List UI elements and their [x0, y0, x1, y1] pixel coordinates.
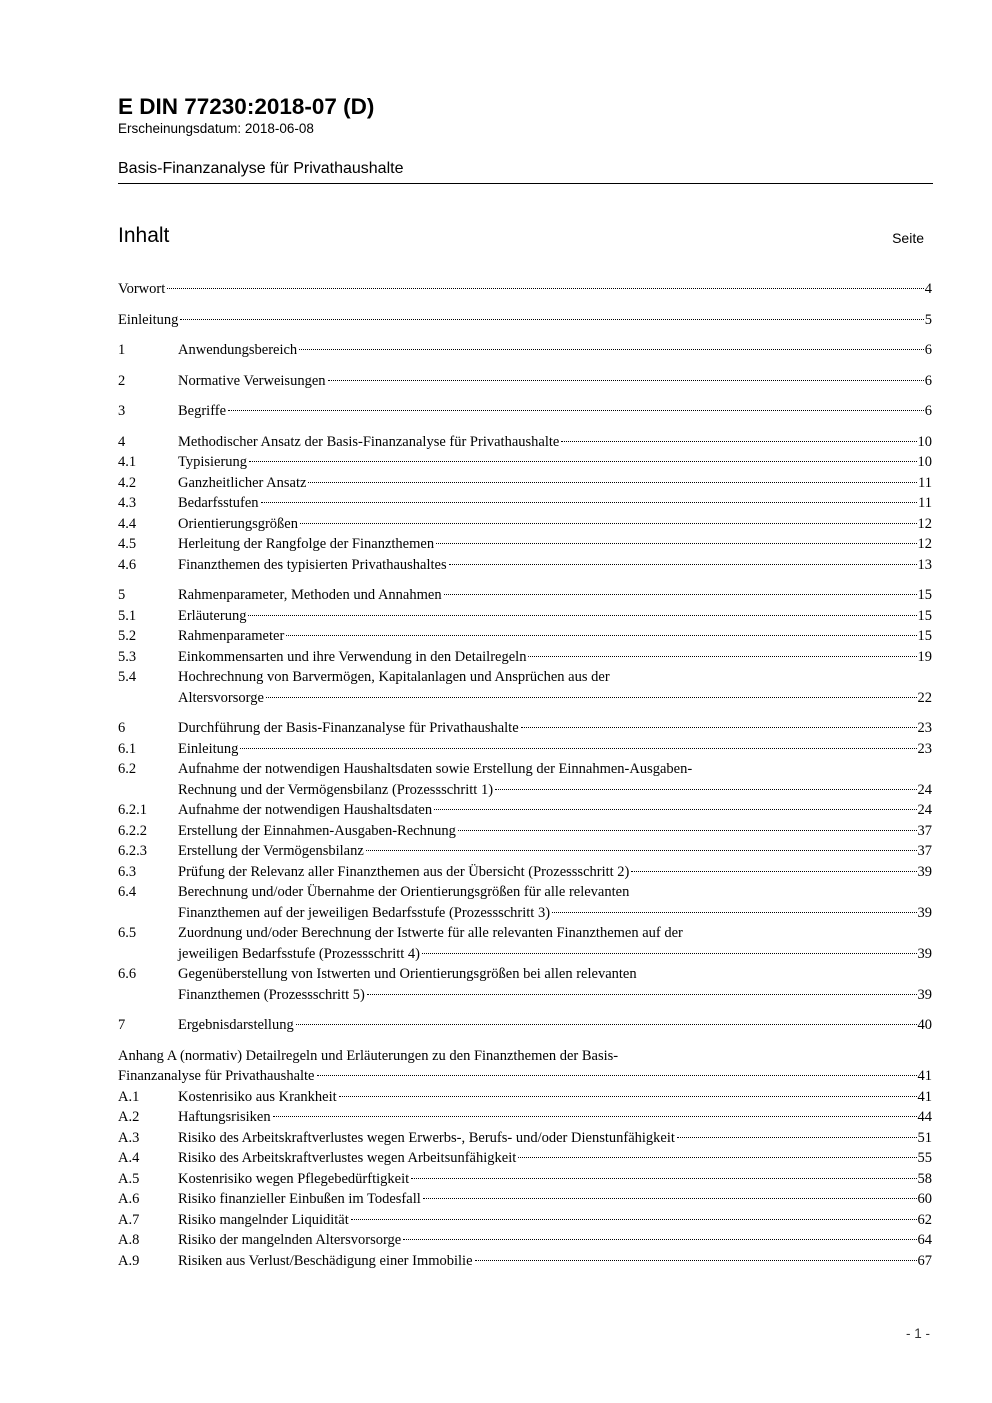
publication-date: Erscheinungsdatum: 2018-06-08 — [118, 121, 314, 136]
toc-entry[interactable] — [118, 739, 932, 760]
toc-entry-title: Erstellung der Vermögensbilanz — [178, 843, 364, 859]
toc-entry-title: Typisierung — [178, 454, 248, 470]
dot-leader — [180, 319, 923, 320]
toc-entry-page: 13 — [917, 556, 932, 573]
toc-entry-page: 23 — [917, 720, 932, 736]
toc-entry[interactable] — [118, 1015, 932, 1036]
toc-entry-title: Methodischer Ansatz der Basis-Finanzanalyse für Privathaushalte — [178, 433, 560, 450]
toc-entry-page: 22 — [917, 689, 932, 706]
toc-entry-page: 6 — [924, 372, 932, 389]
toc-entry-page: 58 — [917, 1170, 932, 1187]
dot-leader — [273, 1116, 917, 1117]
toc-entry-title: Rahmenparameter — [178, 628, 285, 644]
toc-entry-title: Kostenrisiko aus Krankheit — [178, 1088, 337, 1105]
dot-leader — [248, 615, 916, 616]
dot-leader — [300, 523, 917, 524]
dot-leader — [475, 1260, 917, 1261]
toc-entry-page: 37 — [917, 843, 932, 859]
toc-entry[interactable] — [118, 1107, 932, 1128]
toc-entry-number: A.7 — [118, 1211, 140, 1228]
dot-leader — [308, 482, 917, 483]
toc-entry-number: 4.1 — [118, 454, 137, 470]
toc-entry-page: 37 — [917, 822, 932, 839]
toc-entry-number: A.3 — [118, 1129, 140, 1146]
toc-entry-title: Risiko der mangelnden Altersvorsorge — [178, 1232, 402, 1248]
toc-entry-title: Kostenrisiko wegen Pflegebedürftigkeit — [178, 1170, 410, 1187]
toc-gap — [118, 708, 932, 718]
toc-entry-title: Orientierungsgrößen — [178, 515, 298, 532]
toc-entry-title: Rechnung und der Vermögensbilanz (Prozessschritt 1) — [178, 781, 494, 798]
dot-leader — [228, 410, 924, 411]
dot-leader — [261, 502, 918, 503]
dot-leader — [317, 1075, 917, 1076]
toc-entry[interactable] — [118, 923, 932, 964]
toc-gap — [118, 361, 932, 371]
toc-entry[interactable] — [118, 759, 932, 800]
toc-entry-number: 4.5 — [118, 536, 137, 552]
toc-entry-number: 4 — [118, 433, 126, 450]
toc-entry-title-line: Aufnahme der notwendigen Haushaltsdaten sowie Erstellung der Einnahmen-Ausgaben- — [178, 761, 693, 777]
toc-entry-number: 6.1 — [118, 740, 137, 757]
toc-entry-page: 39 — [917, 945, 932, 962]
dot-leader — [436, 543, 916, 544]
toc-entry-number: 6.2.1 — [118, 802, 147, 818]
toc-entry-number: 5.2 — [118, 628, 137, 644]
toc-entry[interactable] — [118, 401, 932, 422]
toc-entry-number: 6.6 — [118, 966, 137, 982]
toc-entry[interactable] — [118, 1087, 932, 1108]
dot-leader — [518, 1157, 916, 1158]
toc-entry-title-line: Berechnung und/oder Übernahme der Orientierungsgrößen für alle relevanten — [178, 884, 630, 900]
toc-entry-page: 24 — [917, 802, 932, 818]
toc-entry-page: 39 — [917, 863, 932, 880]
toc-entry[interactable] — [118, 841, 932, 862]
toc-entry[interactable] — [118, 340, 932, 361]
toc-entry[interactable] — [118, 432, 932, 453]
toc-entry-page: 15 — [917, 587, 932, 603]
toc-entry-page: 51 — [917, 1129, 932, 1146]
toc-entry-page: 44 — [917, 1109, 932, 1125]
toc-entry-page: 12 — [917, 515, 932, 532]
dot-leader — [631, 871, 916, 872]
toc-gap — [118, 575, 932, 585]
toc-entry-title: Ganzheitlicher Ansatz — [178, 474, 307, 491]
toc-entry[interactable] — [118, 555, 932, 576]
toc-entry-page: 11 — [918, 495, 932, 511]
toc-gap — [118, 391, 932, 401]
toc-entry-number: 6.5 — [118, 925, 137, 941]
toc-entry-number: A.4 — [118, 1150, 140, 1166]
toc-entry-number: 6 — [118, 720, 126, 736]
toc-entry-number: 6.2.3 — [118, 843, 147, 859]
toc-entry-page: 10 — [917, 454, 932, 470]
dot-leader — [528, 656, 916, 657]
toc-entry-number: 6.3 — [118, 863, 137, 880]
toc-entry-title-line: Anhang A (normativ) Detailregeln und Erläuterungen zu den Finanzthemen der Basis- — [118, 1047, 619, 1064]
dot-leader — [411, 1178, 916, 1179]
toc-entry[interactable] — [118, 1210, 932, 1231]
toc-entry-page: 19 — [917, 648, 932, 665]
toc-entry-title: Einkommensarten und ihre Verwendung in den Detailregeln — [178, 648, 527, 665]
toc-entry[interactable] — [118, 1128, 932, 1149]
toc-entry-page: 15 — [917, 628, 932, 644]
toc-entry-title: Finanzthemen auf der jeweiligen Bedarfsstufe (Prozessschritt 3) — [178, 904, 551, 921]
toc-entry-page: 64 — [917, 1232, 932, 1248]
dot-leader — [423, 1198, 917, 1199]
toc-entry[interactable] — [118, 452, 932, 473]
toc-entry-number: 4.3 — [118, 495, 137, 511]
dot-leader — [366, 850, 917, 851]
toc-entry-title: Begriffe — [178, 403, 227, 419]
toc-entry-page: 4 — [924, 281, 932, 297]
toc-entry-number: 2 — [118, 372, 126, 389]
toc-entry-title: Herleitung der Rangfolge der Finanzthemen — [178, 536, 435, 552]
toc-entry[interactable] — [118, 371, 932, 392]
toc-entry[interactable] — [118, 514, 932, 535]
toc-entry[interactable] — [118, 473, 932, 494]
toc-entry-title: Rahmenparameter, Methoden und Annahmen — [178, 587, 442, 603]
toc-entry-title: Bedarfsstufen — [178, 495, 259, 511]
dot-leader — [351, 1219, 917, 1220]
toc-entry-title-line: Gegenüberstellung von Istwerten und Orientierungsgrößen bei allen relevanten — [178, 966, 637, 982]
toc-entry[interactable] — [118, 800, 932, 821]
toc-entry-title: Risiko des Arbeitskraftverlustes wegen Arbeitsunfähigkeit — [178, 1150, 517, 1166]
toc-entry-page: 24 — [917, 781, 932, 798]
toc-entry[interactable] — [118, 667, 932, 708]
dot-leader — [677, 1137, 917, 1138]
toc-entry-number: 5.4 — [118, 669, 137, 685]
toc-entry-number: 4.2 — [118, 474, 137, 491]
toc-gap — [118, 330, 932, 340]
toc-entry-title: Anwendungsbereich — [178, 342, 298, 358]
toc-entry-number: 3 — [118, 403, 126, 419]
dot-leader — [240, 748, 916, 749]
document-title: Basis-Finanzanalyse für Privathaushalte — [118, 160, 404, 177]
toc-entry-title: Finanzanalyse für Privathaushalte — [118, 1068, 315, 1084]
toc-gap — [118, 300, 932, 310]
dot-leader — [495, 789, 916, 790]
toc-heading: Inhalt — [118, 224, 170, 247]
toc-entry-page: 67 — [917, 1252, 932, 1269]
table-of-contents — [118, 279, 932, 1271]
toc-entry-page: 41 — [917, 1088, 932, 1105]
dot-leader — [403, 1239, 916, 1240]
toc-entry-title: Durchführung der Basis-Finanzanalyse für Privathaushalte — [178, 720, 519, 736]
dot-leader — [422, 953, 917, 954]
toc-entry[interactable] — [118, 585, 932, 606]
dot-leader — [434, 809, 916, 810]
toc-entry-title: Risiko mangelnder Liquidität — [178, 1211, 349, 1228]
toc-entry-title: Prüfung der Relevanz aller Finanzthemen aus der Übersicht (Prozessschritt 2) — [178, 863, 630, 880]
toc-entry-page: 40 — [917, 1017, 932, 1033]
toc-entry[interactable] — [118, 310, 932, 331]
toc-entry-title-line: Zuordnung und/oder Berechnung der Istwerte für alle relevanten Finanzthemen auf der — [178, 925, 683, 941]
dot-leader — [449, 564, 917, 565]
toc-entry[interactable] — [118, 821, 932, 842]
dot-leader — [552, 912, 916, 913]
toc-entry-title: Risiko finanzieller Einbußen im Todesfall — [178, 1191, 421, 1207]
toc-entry-page: 55 — [917, 1150, 932, 1166]
toc-entry-title: jeweiligen Bedarfsstufe (Prozessschritt 4) — [178, 945, 420, 962]
page-column-label: Seite — [892, 230, 924, 246]
toc-entry-number: 5 — [118, 587, 126, 603]
toc-entry-page: 15 — [917, 607, 932, 624]
toc-entry-number: 4.4 — [118, 515, 137, 532]
dot-leader — [296, 1024, 917, 1025]
toc-entry[interactable] — [118, 964, 932, 1005]
toc-entry[interactable] — [118, 647, 932, 668]
dot-leader — [266, 697, 917, 698]
toc-entry-page: 39 — [917, 986, 932, 1003]
dot-leader — [444, 594, 917, 595]
toc-entry[interactable] — [118, 1251, 932, 1272]
dot-leader — [249, 461, 916, 462]
toc-entry[interactable] — [118, 493, 932, 514]
toc-entry-title: Einleitung — [118, 311, 179, 328]
toc-entry-page: 6 — [924, 342, 932, 358]
toc-entry-page: 11 — [918, 474, 932, 491]
toc-entry[interactable] — [118, 279, 932, 300]
toc-entry-page: 60 — [917, 1191, 932, 1207]
toc-entry-number: 7 — [118, 1017, 126, 1033]
toc-entry-number: A.8 — [118, 1232, 140, 1248]
toc-entry-title: Risiken aus Verlust/Beschädigung einer Immobilie — [178, 1252, 473, 1269]
toc-entry-title: Risiko des Arbeitskraftverlustes wegen Erwerbs-, Berufs- und/oder Dienstunfähigkeit — [178, 1129, 675, 1146]
toc-entry-number: 5.3 — [118, 648, 137, 665]
toc-entry-title: Normative Verweisungen — [178, 372, 326, 389]
dot-leader — [299, 349, 924, 350]
toc-entry-number: 1 — [118, 342, 126, 358]
toc-entry[interactable] — [118, 534, 932, 555]
page-number: - 1 - — [905, 1326, 930, 1341]
toc-entry-title: Erstellung der Einnahmen-Ausgaben-Rechnung — [178, 822, 456, 839]
toc-entry[interactable] — [118, 882, 932, 923]
toc-entry[interactable] — [118, 626, 932, 647]
dot-leader — [339, 1096, 917, 1097]
dot-leader — [367, 994, 917, 995]
toc-entry-page: 6 — [924, 403, 932, 419]
toc-entry-page: 62 — [917, 1211, 932, 1228]
toc-entry-title: Ergebnisdarstellung — [178, 1017, 294, 1033]
toc-gap — [118, 1005, 932, 1015]
toc-entry-title: Haftungsrisiken — [178, 1109, 271, 1125]
toc-entry[interactable] — [118, 606, 932, 627]
toc-entry-title-line: Hochrechnung von Barvermögen, Kapitalanlagen und Ansprüchen aus der — [178, 669, 610, 685]
dot-leader — [167, 288, 923, 289]
toc-entry[interactable] — [118, 1169, 932, 1190]
dot-leader — [458, 830, 917, 831]
toc-entry-number: A.6 — [118, 1191, 140, 1207]
dot-leader — [521, 727, 917, 728]
title-rule — [118, 183, 933, 184]
toc-entry-title: Erläuterung — [178, 607, 247, 624]
toc-entry-title: Finanzthemen des typisierten Privathaushaltes — [178, 556, 447, 573]
toc-entry-page: 10 — [917, 433, 932, 450]
toc-entry-number: 6.2.2 — [118, 822, 147, 839]
toc-entry[interactable] — [118, 1046, 932, 1087]
toc-entry-page: 39 — [917, 904, 932, 921]
toc-entry-number: A.1 — [118, 1088, 140, 1105]
toc-entry[interactable] — [118, 1189, 932, 1210]
dot-leader — [561, 441, 916, 442]
toc-gap — [118, 1036, 932, 1046]
toc-entry-number: 5.1 — [118, 607, 137, 624]
toc-entry-title: Finanzthemen (Prozessschritt 5) — [178, 986, 365, 1003]
toc-entry-number: A.5 — [118, 1170, 140, 1187]
toc-entry[interactable] — [118, 718, 932, 739]
toc-entry[interactable] — [118, 1148, 932, 1169]
dot-leader — [286, 635, 916, 636]
toc-entry-page: 41 — [917, 1068, 932, 1084]
toc-entry-page: 12 — [917, 536, 932, 552]
toc-entry[interactable] — [118, 862, 932, 883]
toc-gap — [118, 422, 932, 432]
toc-entry-number: 6.2 — [118, 761, 137, 777]
toc-entry-page: 23 — [917, 740, 932, 757]
document-id: E DIN 77230:2018-07 (D) — [118, 94, 375, 119]
toc-entry-number: A.9 — [118, 1252, 140, 1269]
toc-entry-title: Einleitung — [178, 740, 239, 757]
dot-leader — [328, 380, 924, 381]
toc-entry-title: Altersvorsorge — [178, 689, 264, 706]
toc-entry-title: Vorwort — [118, 281, 166, 297]
toc-entry-number: 6.4 — [118, 884, 137, 900]
toc-entry-page: 5 — [924, 311, 932, 328]
toc-entry-number: 4.6 — [118, 556, 137, 573]
toc-entry-title: Aufnahme der notwendigen Haushaltsdaten — [178, 802, 433, 818]
toc-entry-number: A.2 — [118, 1109, 140, 1125]
toc-entry[interactable] — [118, 1230, 932, 1251]
